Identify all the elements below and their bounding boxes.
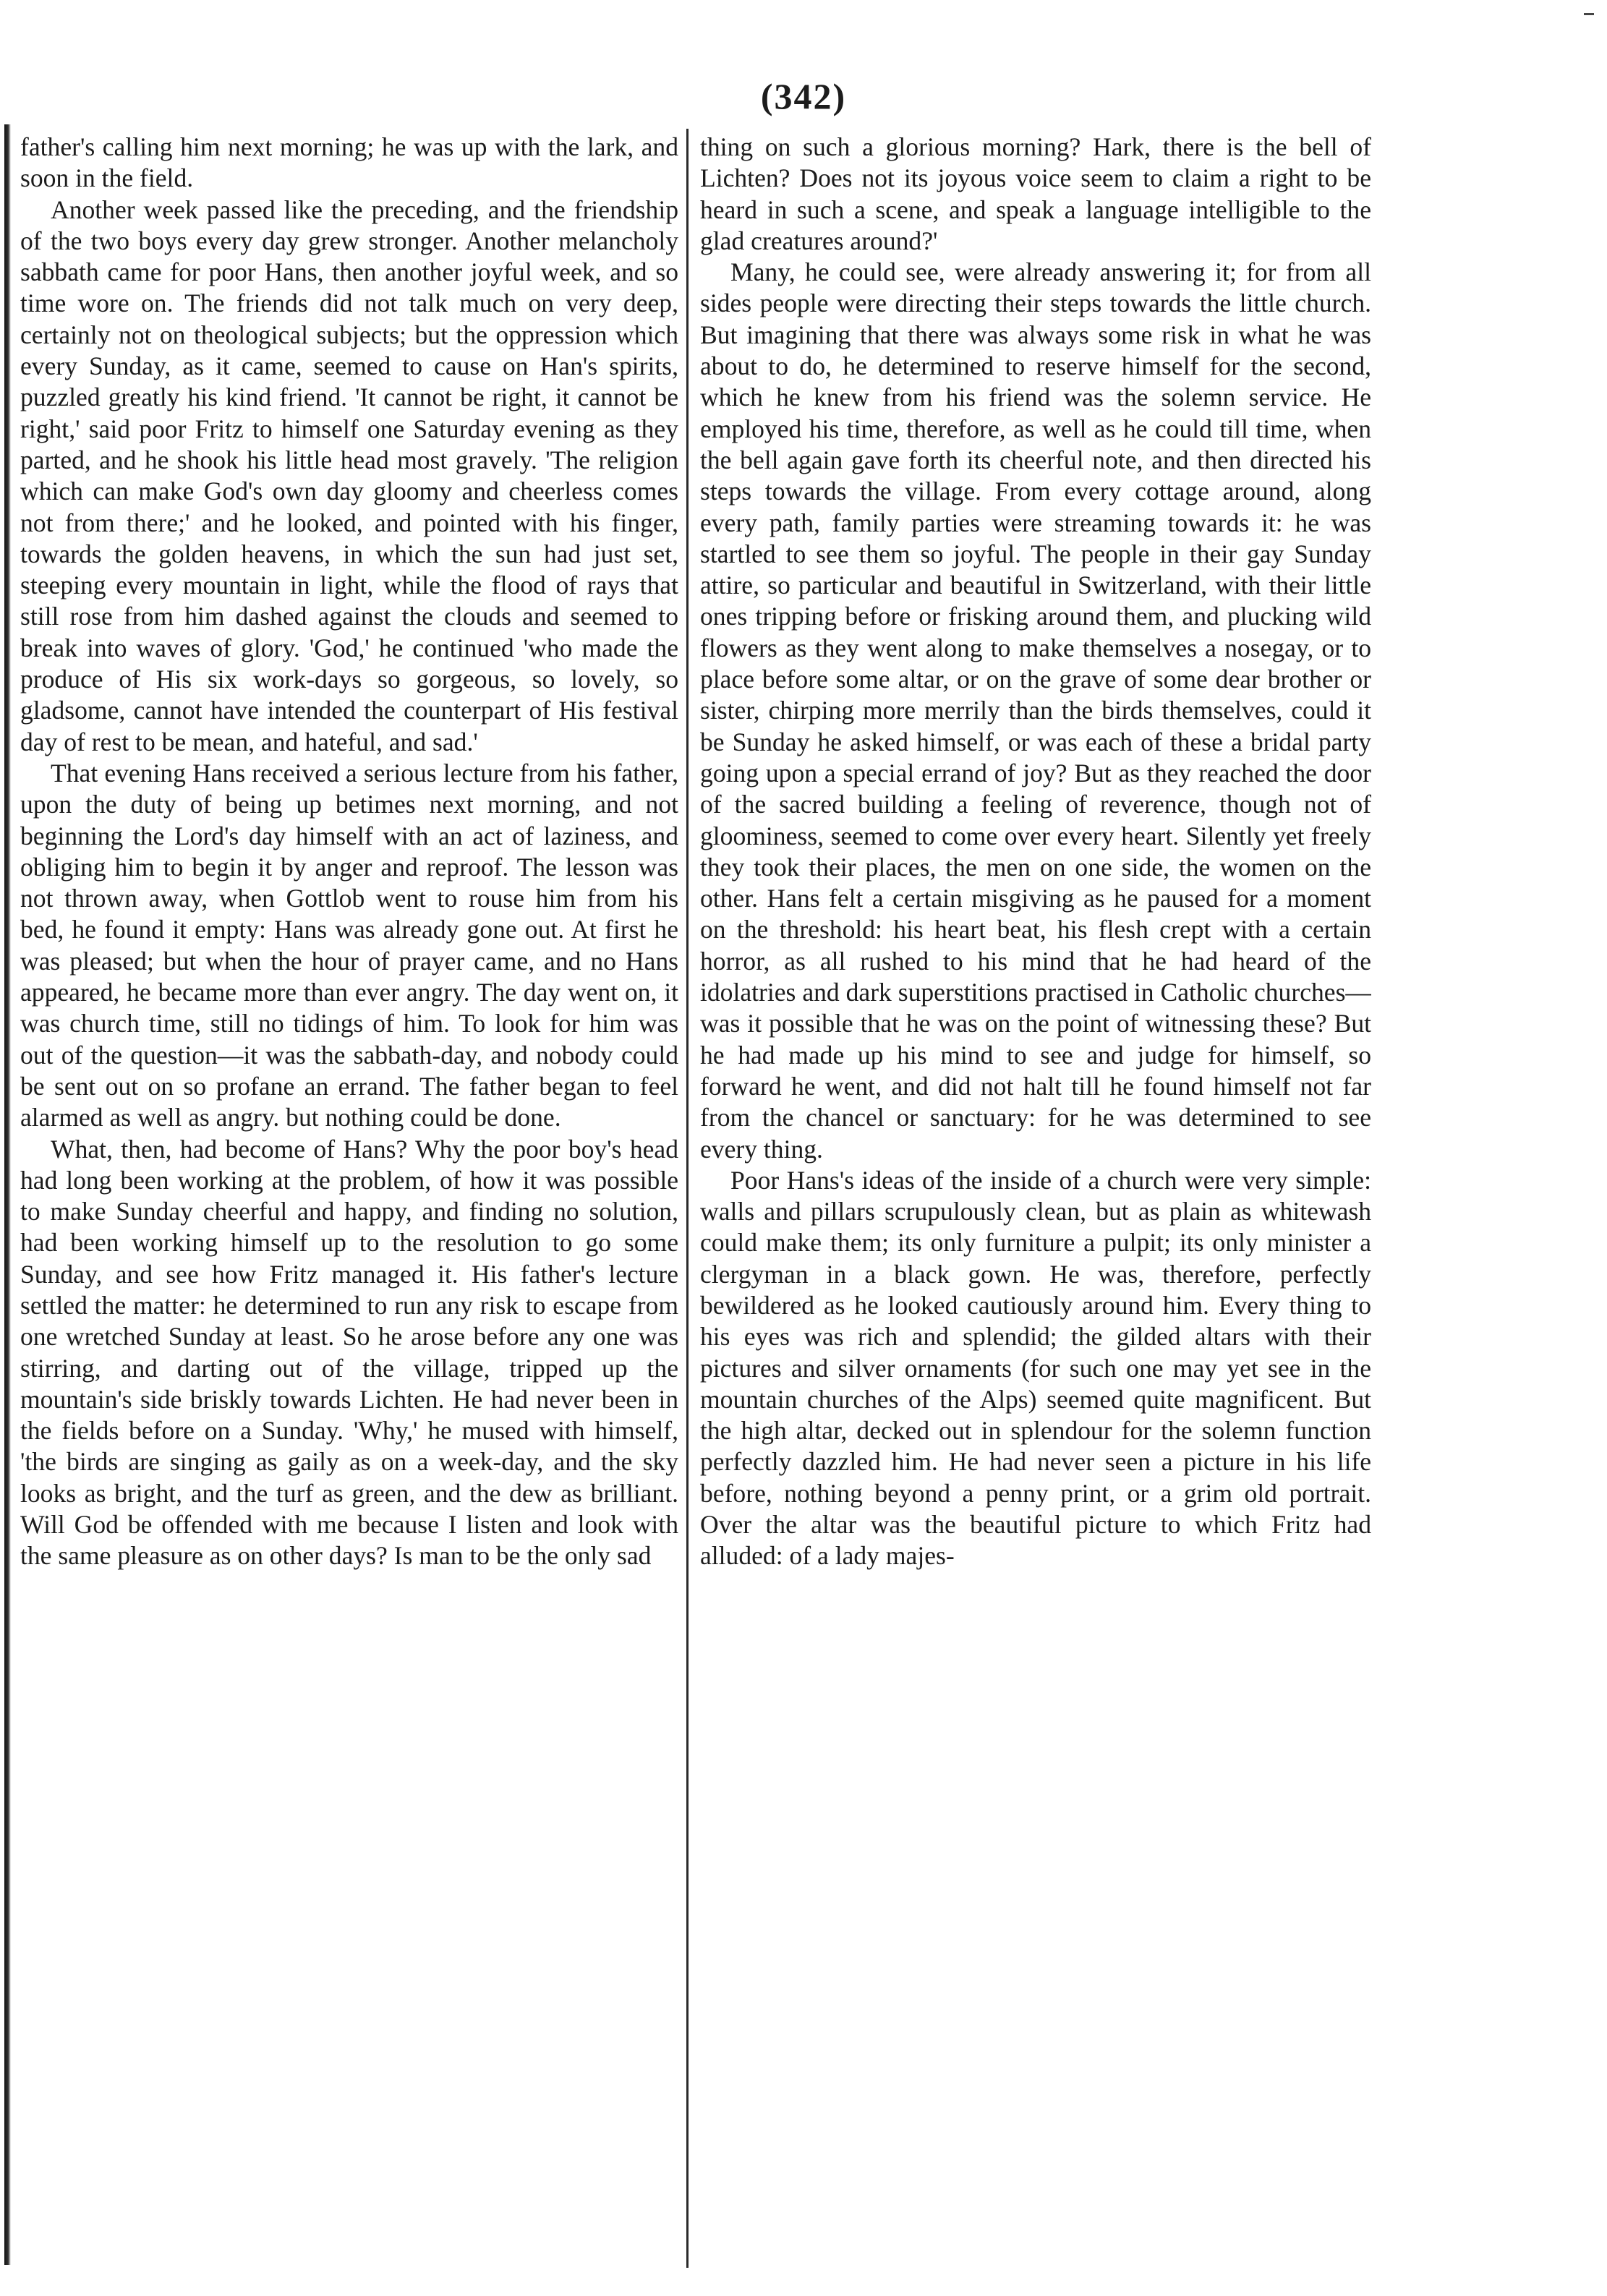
column-divider: [686, 129, 689, 2268]
paragraph: Poor Hans's ideas of the inside of a church were very simple: walls and pillars scrupulously clean, but as plain as whitewash could make them; its only furniture a pulpit; its only minister a clergyman in a black gown. He was, therefore, perfectly bewildered as he looked cautiously around him. Every thing to his eyes was rich and splendid; the gilded altars with their pictures and silver ornaments (for such one may yet see in the mountain churches of the Alps) seemed quite magnificent. But the high altar, decked out in splendour for the solemn function perfectly dazzled him. He had never seen a picture in his life before, nothing beyond a penny print, or a grim old portrait. Over the altar was the beautiful picture to which Fritz had alluded: of a lady majes-: [700, 1165, 1371, 1571]
paragraph: father's calling him next morning; he was up with the lark, and soon in the field.: [20, 132, 678, 193]
page-number: (342): [760, 76, 847, 116]
paragraph: That evening Hans received a serious lecture from his father, upon the duty of being up betimes next morning, and not beginning the Lord's day himself with an act of laziness, and obliging him to begin it by anger and reproof. The lesson was not thrown away, when Gottlob went to rouse him from his bed, he found it empty: Hans was already gone out. At first he was pleased; but when the hour of prayer came, and no Hans appeared, he became more than ever angry. The day went on, it was church time, still no tidings of him. To look for him was out of the question—it was the sabbath-day, and nobody could be sent out on so profane an errand. The father began to feel alarmed as well as angry. but nothing could be done.: [20, 758, 678, 1132]
left-column: [20, 132, 678, 2250]
paragraph: Another week passed like the preceding, and the friendship of the two boys every day grew stronger. Another melancholy sabbath came for poor Hans, then another joyful week, and so time wore on. The friends did not talk much on very deep, certainly not on theological subjects; but the oppression which every Sunday, as it came, seemed to cause on Han's spirits, puzzled greatly his kind friend. 'It cannot be right, it cannot be right,' said poor Fritz to himself one Saturday evening as they parted, and he shook his little head most gravely. 'The religion which can make God's own day gloomy and cheerless comes not from there;' and he looked, and pointed with his finger, towards the golden heavens, in which the sun had just set, steeping every mountain in light, while the flood of rays that still rose from him dashed against the clouds and seemed to break into waves of glory. 'God,' he continued 'who made the produce of His six work-days so gorgeous, so lovely, so gladsome, cannot have intended the counterpart of His festival day of rest to be mean, and hateful, and sad.': [20, 195, 678, 756]
paragraph: thing on such a glorious morning? Hark, there is the bell of Lichten? Does not its joyous voice seem to claim a right to be heard in such a scene, and speak a language intelligible to the glad creatures around?': [700, 132, 1371, 255]
paragraph: What, then, had become of Hans? Why the poor boy's head had long been working at the problem, of how it was possible to make Sunday cheerful and happy, and finding no solution, had been working himself up to the resolution to go some Sunday, and see how Fritz managed it. His father's lecture settled the matter: he determined to run any risk to escape from one wretched Sunday at least. So he arose before any one was stirring, and darting out of the village, tripped up the mountain's side briskly towards Lichten. He had never been in the fields before on a Sunday. 'Why,' he mused with himself, 'the birds are singing as gaily as on a week-day, and the sky looks as bright, and the turf as green, and the dew as brilliant. Will God be offended with me because I listen and look with the same pleasure as on other days? Is man to be the only sad: [20, 1134, 678, 1571]
right-column: [700, 132, 1371, 2265]
paragraph: Many, he could see, were already answering it; for from all sides people were directing their steps towards the little church. But imagining that there was always some risk in what he was about to do, he determined to reserve himself for the second, which he knew from his friend was the solemn service. He employed his time, therefore, as well as he could till time, when the bell again gave forth its cheerful note, and then directed his steps towards the village. From every cottage around, along every path, family parties were streaming towards it: he was startled to see them so joyful. The people in their gay Sunday attire, so particular and beautiful in Switzerland, with their little ones tripping before or frisking around them, and plucking wild flowers as they went along to make themselves a nosegay, or to place before some altar, or on the grave of some dear brother or sister, chirping more merrily than the birds themselves, could it be Sunday he asked himself, or was each of these a bridal party going upon a special errand of joy? But as they reached the door of the sacred building a feeling of reverence, though not of gloominess, seemed to come over every heart. Silently yet freely they took their places, the men on one side, the women on the other. Hans felt a certain misgiving as he paused for a moment on the threshold: his heart beat, his flesh crept with a certain horror, as all rushed to his mind that he had heard of the idolatries and dark superstitions practised in Catholic churches—was it possible that he was on the point of witnessing these? But he had made up his mind to see and judge for himself, so forward he went, and did not halt till he found himself not far from the chancel or sanctuary: for he was determined to see every thing.: [700, 257, 1371, 1164]
print-mark: [1584, 13, 1594, 15]
binding-edge: [4, 124, 11, 2265]
